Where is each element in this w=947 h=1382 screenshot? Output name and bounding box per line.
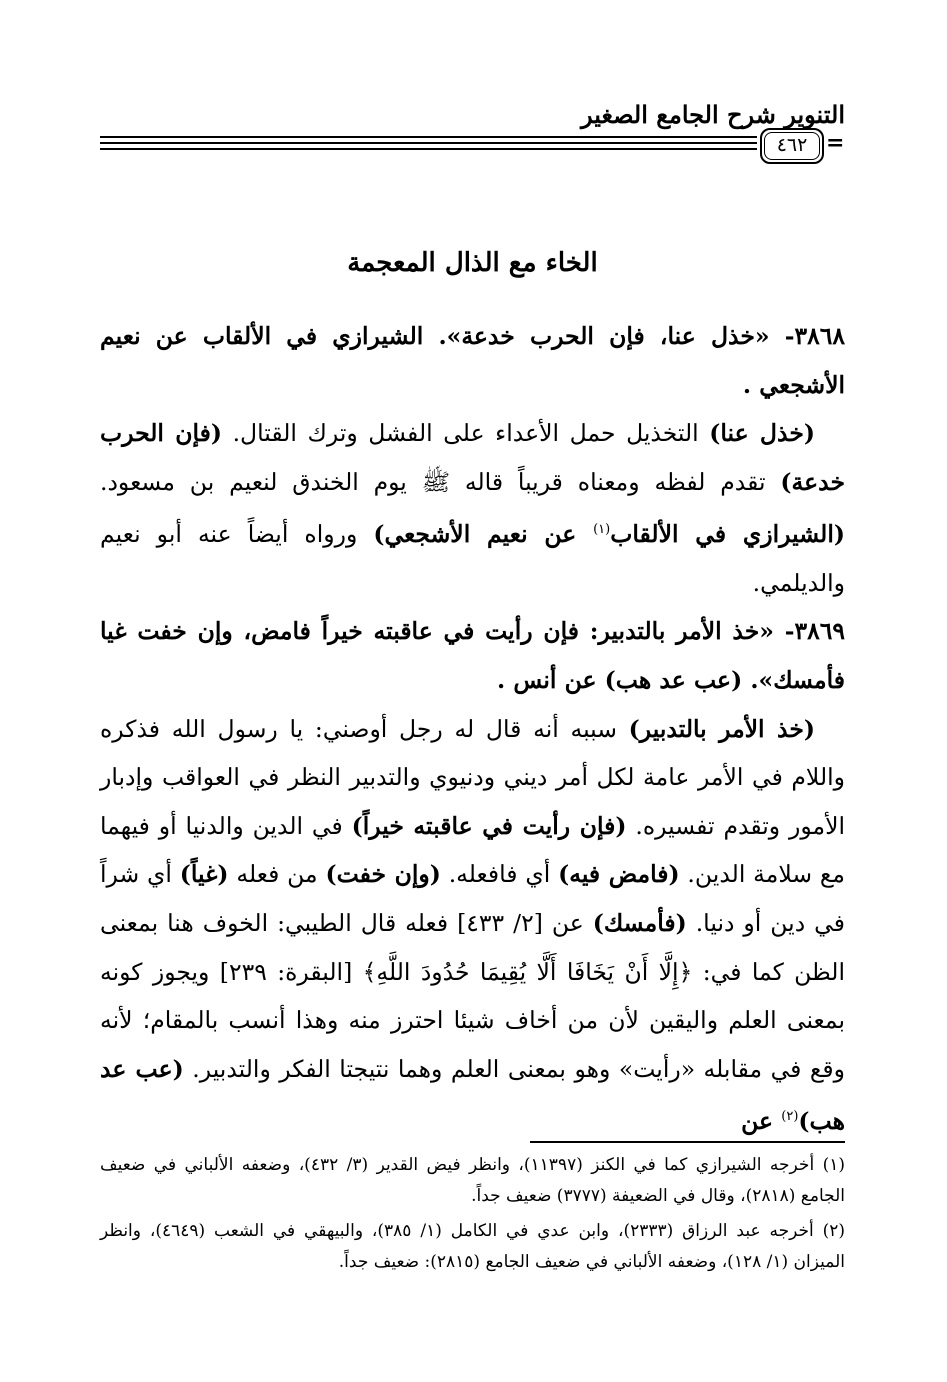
page-header <box>100 80 845 160</box>
commentary-paragraph <box>100 705 845 1146</box>
hadith-text: ٣٨٦٨- «خذل عنا، فإن الحرب خدعة». الشيرازي في الألقاب عن نعيم الأشجعي . <box>100 322 845 399</box>
footnote-ref: (١) <box>593 522 611 538</box>
footnotes <box>100 1150 845 1282</box>
header-rule <box>100 142 757 144</box>
header-ornament: = <box>826 130 845 156</box>
commentary-text: أي فافعله. <box>440 860 559 889</box>
quoted-phrase: (خذل عنا) <box>709 419 815 448</box>
header-rule <box>100 136 757 138</box>
quoted-phrase: (فإن رأيت في عاقبته خيراً) <box>351 811 627 840</box>
commentary-text: عن [٢/ ٤٣٣] فعله قال الطيبي: الخوف هنا بمعنى الظن كما في: ﴿إِلَّا أَنْ يَخَافَا أَلَّا يُقِيمَا حُدُودَ اللَّهِ﴾ [البقرة: ٢٣٩] ويجوز كونه بمعنى العلم واليقين لأن من أخاف شيئا احترز منه وهذا أنسب بالمقام؛ لأنه وقع في مقابله «رأيت» وهو بمعنى العلم وهما نتيجتا الفكر والتدبير. <box>100 908 846 1083</box>
quoted-phrase: (فأمسك) <box>592 908 687 937</box>
quoted-phrase: (غياً) <box>179 860 229 889</box>
quoted-phrase: (خذ الأمر بالتدبير) <box>628 714 815 743</box>
hadith-entry-3869 <box>100 607 845 704</box>
footnote-1: (١) أخرجه الشيرازي كما في الكنز (١١٣٩٧)، وانظر فيض القدير (٣/ ٤٣٢)، وضعفه الألباني في ضعيف الجامع (٢٨١٨)، وقال في الضعيفة (٣٧٧٧) ضعيف جداً. <box>100 1155 845 1206</box>
commentary-text: من فعله <box>228 860 326 889</box>
commentary-text: تقدم لفظه ومعناه قريباً قاله ﷺ يوم الخندق لنعيم بن مسعود. <box>100 467 781 496</box>
commentary-text: في الدين والدنيا أو فيهما مع سلامة الدين. <box>100 811 845 889</box>
header-rule <box>100 148 757 150</box>
page-number: ٤٦٢ <box>760 128 824 164</box>
section-title: الخاء مع الذال المعجمة <box>347 248 598 278</box>
commentary-text: أي شراً في دين أو دنيا. <box>100 860 845 937</box>
commentary-text: ورواه أيضاً عنه أبو نعيم والديلمي. <box>100 520 845 597</box>
footnote-2: (٢) أخرجه عبد الرزاق (٢٣٣٣)، وابن عدي في الكامل (١/ ٣٨٥)، والبيهقي في الشعب (٤٦٤٩)، وانظر الميزان (١/ ١٢٨)، وضعفه الألباني في ضعيف الجامع (٢٨١٥): ضعيف جداً. <box>100 1221 846 1272</box>
main-text <box>100 312 845 1146</box>
quoted-phrase: (وإن خفت) <box>325 860 441 889</box>
quoted-phrase: (فإن الحرب خدعة) <box>100 419 845 496</box>
commentary-paragraph <box>100 409 845 607</box>
quoted-phrase: (الشيرازي في الألقاب <box>610 520 845 549</box>
hadith-entry-3868 <box>100 312 845 409</box>
quoted-phrase: (عب عد هب) <box>100 1054 845 1136</box>
hadith-text: ٣٨٦٩- «خذ الأمر بالتدبير: فإن رأيت في عاقبته خيراً فامض، وإن خفت غيا فأمسك». (عب عد هب) عن أنس . <box>100 617 845 694</box>
quoted-phrase: (فامض فيه) <box>558 860 680 889</box>
quoted-phrase: عن نعيم الأشجعي) <box>373 520 594 549</box>
commentary-text: التخذيل حمل الأعداء على الفشل وترك القتال. <box>222 419 710 448</box>
commentary-text: سببه أنه قال له رجل أوصني: يا رسول الله فذكره واللام في الأمر عامة لكل أمر ديني ودنيوي والتدبير النظر في العواقب وإدبار الأمور وتقدم تفسيره. <box>100 714 846 840</box>
footnote-ref: (٢) <box>781 1109 799 1125</box>
quoted-phrase: عن <box>741 1107 782 1136</box>
book-title: التنوير شرح الجامع الصغير <box>581 100 845 129</box>
footnote-separator <box>530 1141 845 1143</box>
